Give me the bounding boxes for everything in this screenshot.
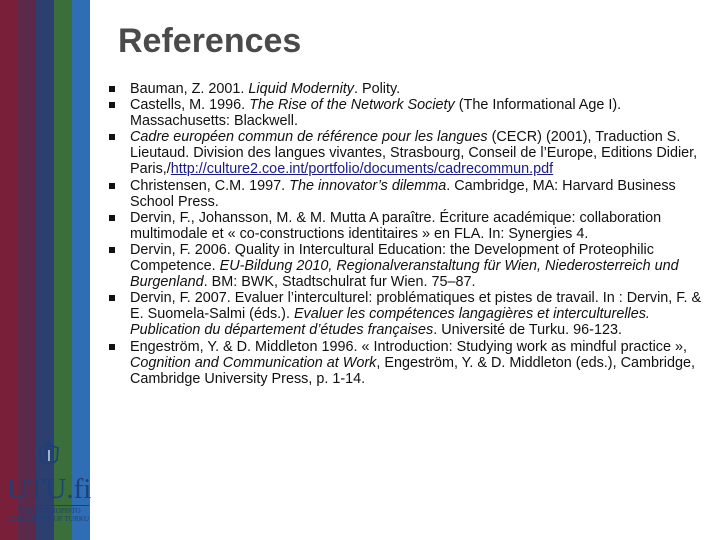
reference-text: Dervin, F. 2006. Quality in Intercultural Education: the Development of Proteophilic Competence. <box>130 241 654 275</box>
reference-item <box>109 242 709 290</box>
bullet-icon <box>109 247 115 253</box>
bullet-icon <box>109 102 115 108</box>
tagline-finnish: TURUN YLIOPISTO <box>17 507 81 515</box>
reference-text: Christensen, C.M. 1997. <box>130 177 290 194</box>
reference-text: . Cambridge, MA: Harvard Business School Press. <box>130 177 676 210</box>
bullet-icon <box>109 183 115 189</box>
bullet-icon <box>109 295 115 301</box>
university-logo <box>8 436 90 534</box>
reference-text: . Université de Turku. 96-123. <box>433 322 622 339</box>
reference-text: , Engeström, Y. & D. Middleton (eds.), Cambridge, Cambridge University Press, p. 1-14. <box>130 354 695 387</box>
reference-text: Castells, M. 1996. <box>130 97 250 114</box>
reference-link[interactable]: http://culture2.coe.int/portfolio/documents/cadrecommun.pdf <box>170 161 554 178</box>
reference-text: . BM: BWK, Stadtschulrat fur Wien. 75–87. <box>203 274 476 291</box>
university-crest-icon <box>36 436 62 470</box>
reference-italic-text: The innovator’s dilemma <box>289 177 447 194</box>
reference-text: Engeström, Y. & D. Middleton 1996. « Introduction: Studying work as mindful practice », <box>130 338 688 355</box>
brand-text: UTU.fi <box>6 473 92 505</box>
reference-text: (The Informational Age I). Massachusetts: Blackwell. <box>130 97 622 130</box>
reference-italic-text: Evaluer les compétences langagières et interculturelles. Publication du département d’études françaises <box>130 306 650 339</box>
reference-item <box>109 97 709 129</box>
reference-italic-text: EU-Bildung 2010, Regionalveranstaltung für Wien, Niederosterreich und Burgenland <box>130 258 679 291</box>
bullet-icon <box>109 215 115 221</box>
reference-text: Dervin, F. 2007. Evaluer l’interculturel: problématiques et pistes de travail. In : Dervin, F. & E. Suomela-Salmi (éds.). <box>130 290 702 323</box>
reference-item <box>109 178 709 210</box>
reference-item <box>109 81 709 97</box>
reference-italic-text: Cognition and Communication at Work <box>130 354 377 371</box>
slide-title: References <box>118 22 302 60</box>
reference-item <box>109 339 709 387</box>
reference-text: . Polity. <box>354 81 401 97</box>
reference-text: Bauman, Z. 2001. <box>130 81 249 97</box>
reference-italic-text: Cadre européen commun de référence pour les langues <box>130 129 488 146</box>
reference-item <box>109 129 709 177</box>
reference-list <box>109 81 709 387</box>
bullet-icon <box>109 344 115 350</box>
bullet-icon <box>109 134 115 140</box>
reference-italic-text: The Rise of the Network Society <box>249 97 455 114</box>
tagline-english: UNIVERSITY OF TURKU <box>8 515 90 523</box>
university-name <box>9 505 89 523</box>
reference-text: (CECR) (2001), Traduction S. Lieutaud. Division des langues vivantes, Strasbourg, Conseil de l’Europe, Editions Didier, Paris,/ <box>130 129 698 178</box>
reference-italic-text: Liquid Modernity <box>248 81 354 97</box>
reference-item <box>109 210 709 242</box>
reference-text: Dervin, F., Johansson, M. & M. Mutta A paraître. Écriture académique: collaboration multimodale et « co-constructions identitaires » en FLA. In: Synergies 4. <box>130 209 662 242</box>
reference-item <box>109 290 709 338</box>
bullet-icon <box>109 86 115 92</box>
